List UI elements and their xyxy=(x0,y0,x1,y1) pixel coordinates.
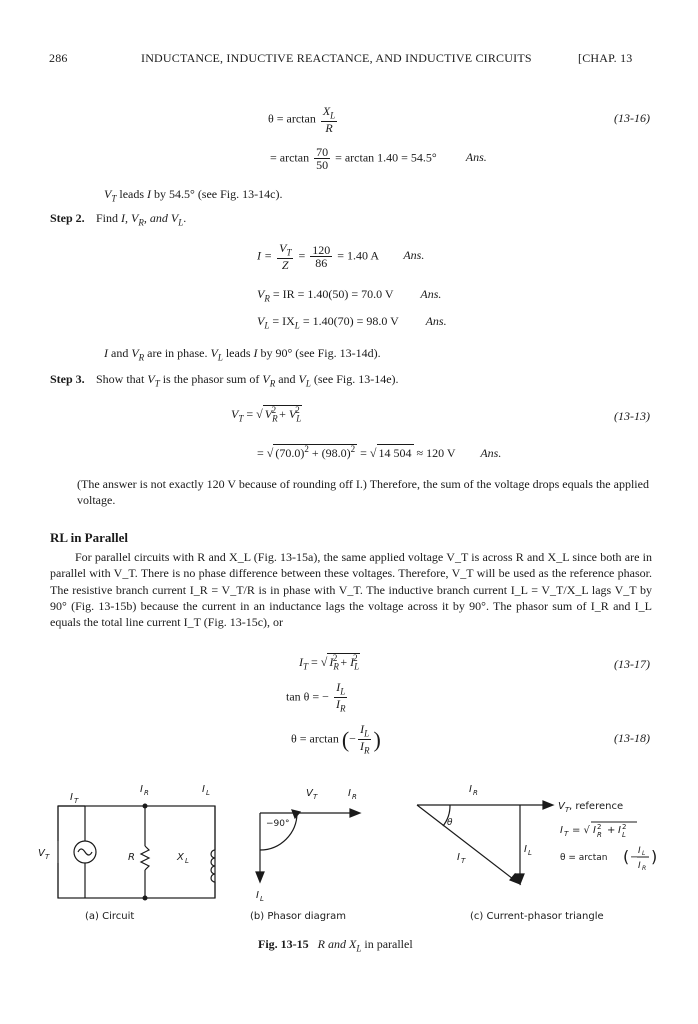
vt-leads-line: $V_T$ leads I by 54.5° (see Fig. 13-14c). xyxy=(104,187,283,204)
svg-text:V: V xyxy=(306,788,313,799)
resistor-symbol xyxy=(141,846,149,870)
eq-vt-sqrt: $V_T$ = √ $V_R^2 + V_L^2$ xyxy=(231,405,302,424)
chapter-label: [CHAP. 13 xyxy=(578,51,633,65)
svg-text:I: I xyxy=(457,852,460,863)
svg-text:(: ( xyxy=(623,847,630,866)
section-title: RL in Parallel xyxy=(50,530,128,545)
page-number: 286 xyxy=(49,51,68,65)
eq-vr: $V_R$ = IR = 1.40(50) = 70.0 V Ans. xyxy=(257,287,442,304)
svg-text:L: L xyxy=(185,857,189,865)
svg-text:+: + xyxy=(607,825,616,836)
step-3: Step 3. Show that $V_T$ is the phasor sum of $V_R$ and $V_L$ (see Fig. 13-14e). xyxy=(50,372,399,389)
svg-text:L: L xyxy=(642,850,646,857)
svg-text:L: L xyxy=(206,789,210,797)
svg-text:R: R xyxy=(473,789,478,797)
svg-text:T: T xyxy=(461,857,466,865)
svg-text:I: I xyxy=(560,825,563,836)
step-2: Step 2. Find I, $V_R$, and $V_L$. xyxy=(50,211,187,228)
rounding-note: (The answer is not exactly 120 V because of rounding off I.) Therefore, the sum of the voltage drops equals the applied voltage. xyxy=(77,477,649,508)
angle-label-b: −90° xyxy=(266,819,290,829)
eq-tan-theta: tan θ = − $\frac{I_L}{I_R}$ xyxy=(286,680,346,714)
eq-number-13-17: (13-17) xyxy=(614,657,650,671)
svg-text:L: L xyxy=(622,831,626,839)
eq-it-sqrt: $I_T$ = √ $I_R^2 + I_L^2$ xyxy=(299,653,360,672)
svg-text:I: I xyxy=(618,825,621,836)
phasor-diagram xyxy=(240,780,380,910)
svg-text:I: I xyxy=(638,846,641,856)
svg-text:R: R xyxy=(144,789,149,797)
circuit-diagram xyxy=(30,780,230,920)
svg-text:T: T xyxy=(74,797,79,805)
svg-text:I: I xyxy=(202,784,205,795)
svg-text:2: 2 xyxy=(597,823,602,831)
svg-text:V: V xyxy=(38,848,45,859)
svg-text:R: R xyxy=(352,793,357,801)
eq-theta-arctan: θ = arctan (− $\frac{I_L}{I_R}$ ) xyxy=(291,722,381,756)
svg-text:2: 2 xyxy=(622,823,627,831)
svg-text:): ) xyxy=(651,847,658,866)
svg-text:L: L xyxy=(528,849,532,857)
eq-vl: $V_L = IX_L = 1.40(70) = 98.0$ V Ans. xyxy=(257,314,447,331)
svg-text:R: R xyxy=(642,865,647,872)
svg-text:T: T xyxy=(313,793,318,801)
svg-text:R: R xyxy=(597,831,602,839)
svg-text:T: T xyxy=(564,830,569,838)
svg-text:I: I xyxy=(70,792,73,803)
svg-text:I: I xyxy=(140,784,143,795)
eq-number-13-18: (13-18) xyxy=(614,731,650,745)
svg-text:I: I xyxy=(524,844,527,855)
caption-c: (c) Current-phasor triangle xyxy=(470,911,604,922)
svg-text:= √: = √ xyxy=(572,825,590,836)
eq-number-13-16: (13-16) xyxy=(614,111,650,125)
svg-text:I: I xyxy=(593,825,596,836)
caption-b: (b) Phasor diagram xyxy=(250,911,347,922)
svg-text:T: T xyxy=(565,806,570,814)
eq-vt-numeric: = √ $(70.0)^2 + (98.0)^2$ = √ 14 504 ≈ 120 V Ans. xyxy=(257,444,502,460)
svg-text:I: I xyxy=(638,861,641,871)
caption-a: (a) Circuit xyxy=(85,911,135,922)
svg-text:θ: θ xyxy=(447,818,453,828)
eq-theta: θ = arctan $\frac{X_L}{R}$ xyxy=(268,104,336,136)
svg-text:I: I xyxy=(256,890,259,901)
inductor-symbol xyxy=(211,850,215,882)
svg-text:T: T xyxy=(45,853,50,861)
section-paragraph: For parallel circuits with R and X_L (Fig. 13-15a), the same applied voltage V_T is across R and X_L since both are in parallel with V_T. There is no phase difference between these voltages. Therefore, V_T will be used as the reference phasor. The resistive branch current I_R = V_T/R is in phase with V_T. The inductive branch current I_L = V_T/X_L lags V_T by 90° (Fig. 13-15b) because the current in an inductance lags the voltage across it by 90°. The phasor sum of I_R and I_L equals the total line current I_T (Fig. 13-15c), or xyxy=(50,550,652,630)
in-phase-line: I and $V_R$ are in phase. $V_L$ leads I by 90° (see Fig. 13-14d). xyxy=(104,346,381,363)
eq-theta-line2: = arctan $\frac{70}{50}$ = arctan 1.40 = 54.5° Ans. xyxy=(270,145,487,172)
svg-text:V: V xyxy=(558,801,565,812)
svg-text:I: I xyxy=(348,788,351,799)
running-title: INDUCTANCE, INDUCTIVE REACTANCE, AND INDUCTIVE CIRCUITS xyxy=(141,51,532,65)
svg-text:X: X xyxy=(177,852,184,863)
eq-number-13-13: (13-13) xyxy=(614,409,650,423)
svg-text:I: I xyxy=(469,784,472,795)
svg-text:L: L xyxy=(260,895,264,903)
theta-eq-label: θ = arctan xyxy=(560,853,608,863)
figure-caption: Fig. 13-15 R and $X_L$ in parallel xyxy=(258,937,413,954)
eq-current: I = $\frac{V_T}{Z}$ = $\frac{120}{86}$ = 1.40 A Ans. xyxy=(257,241,425,273)
svg-text:R: R xyxy=(128,852,135,863)
current-triangle xyxy=(405,780,665,910)
reference-label: , reference xyxy=(569,801,624,812)
svg-text:−: − xyxy=(630,852,639,863)
